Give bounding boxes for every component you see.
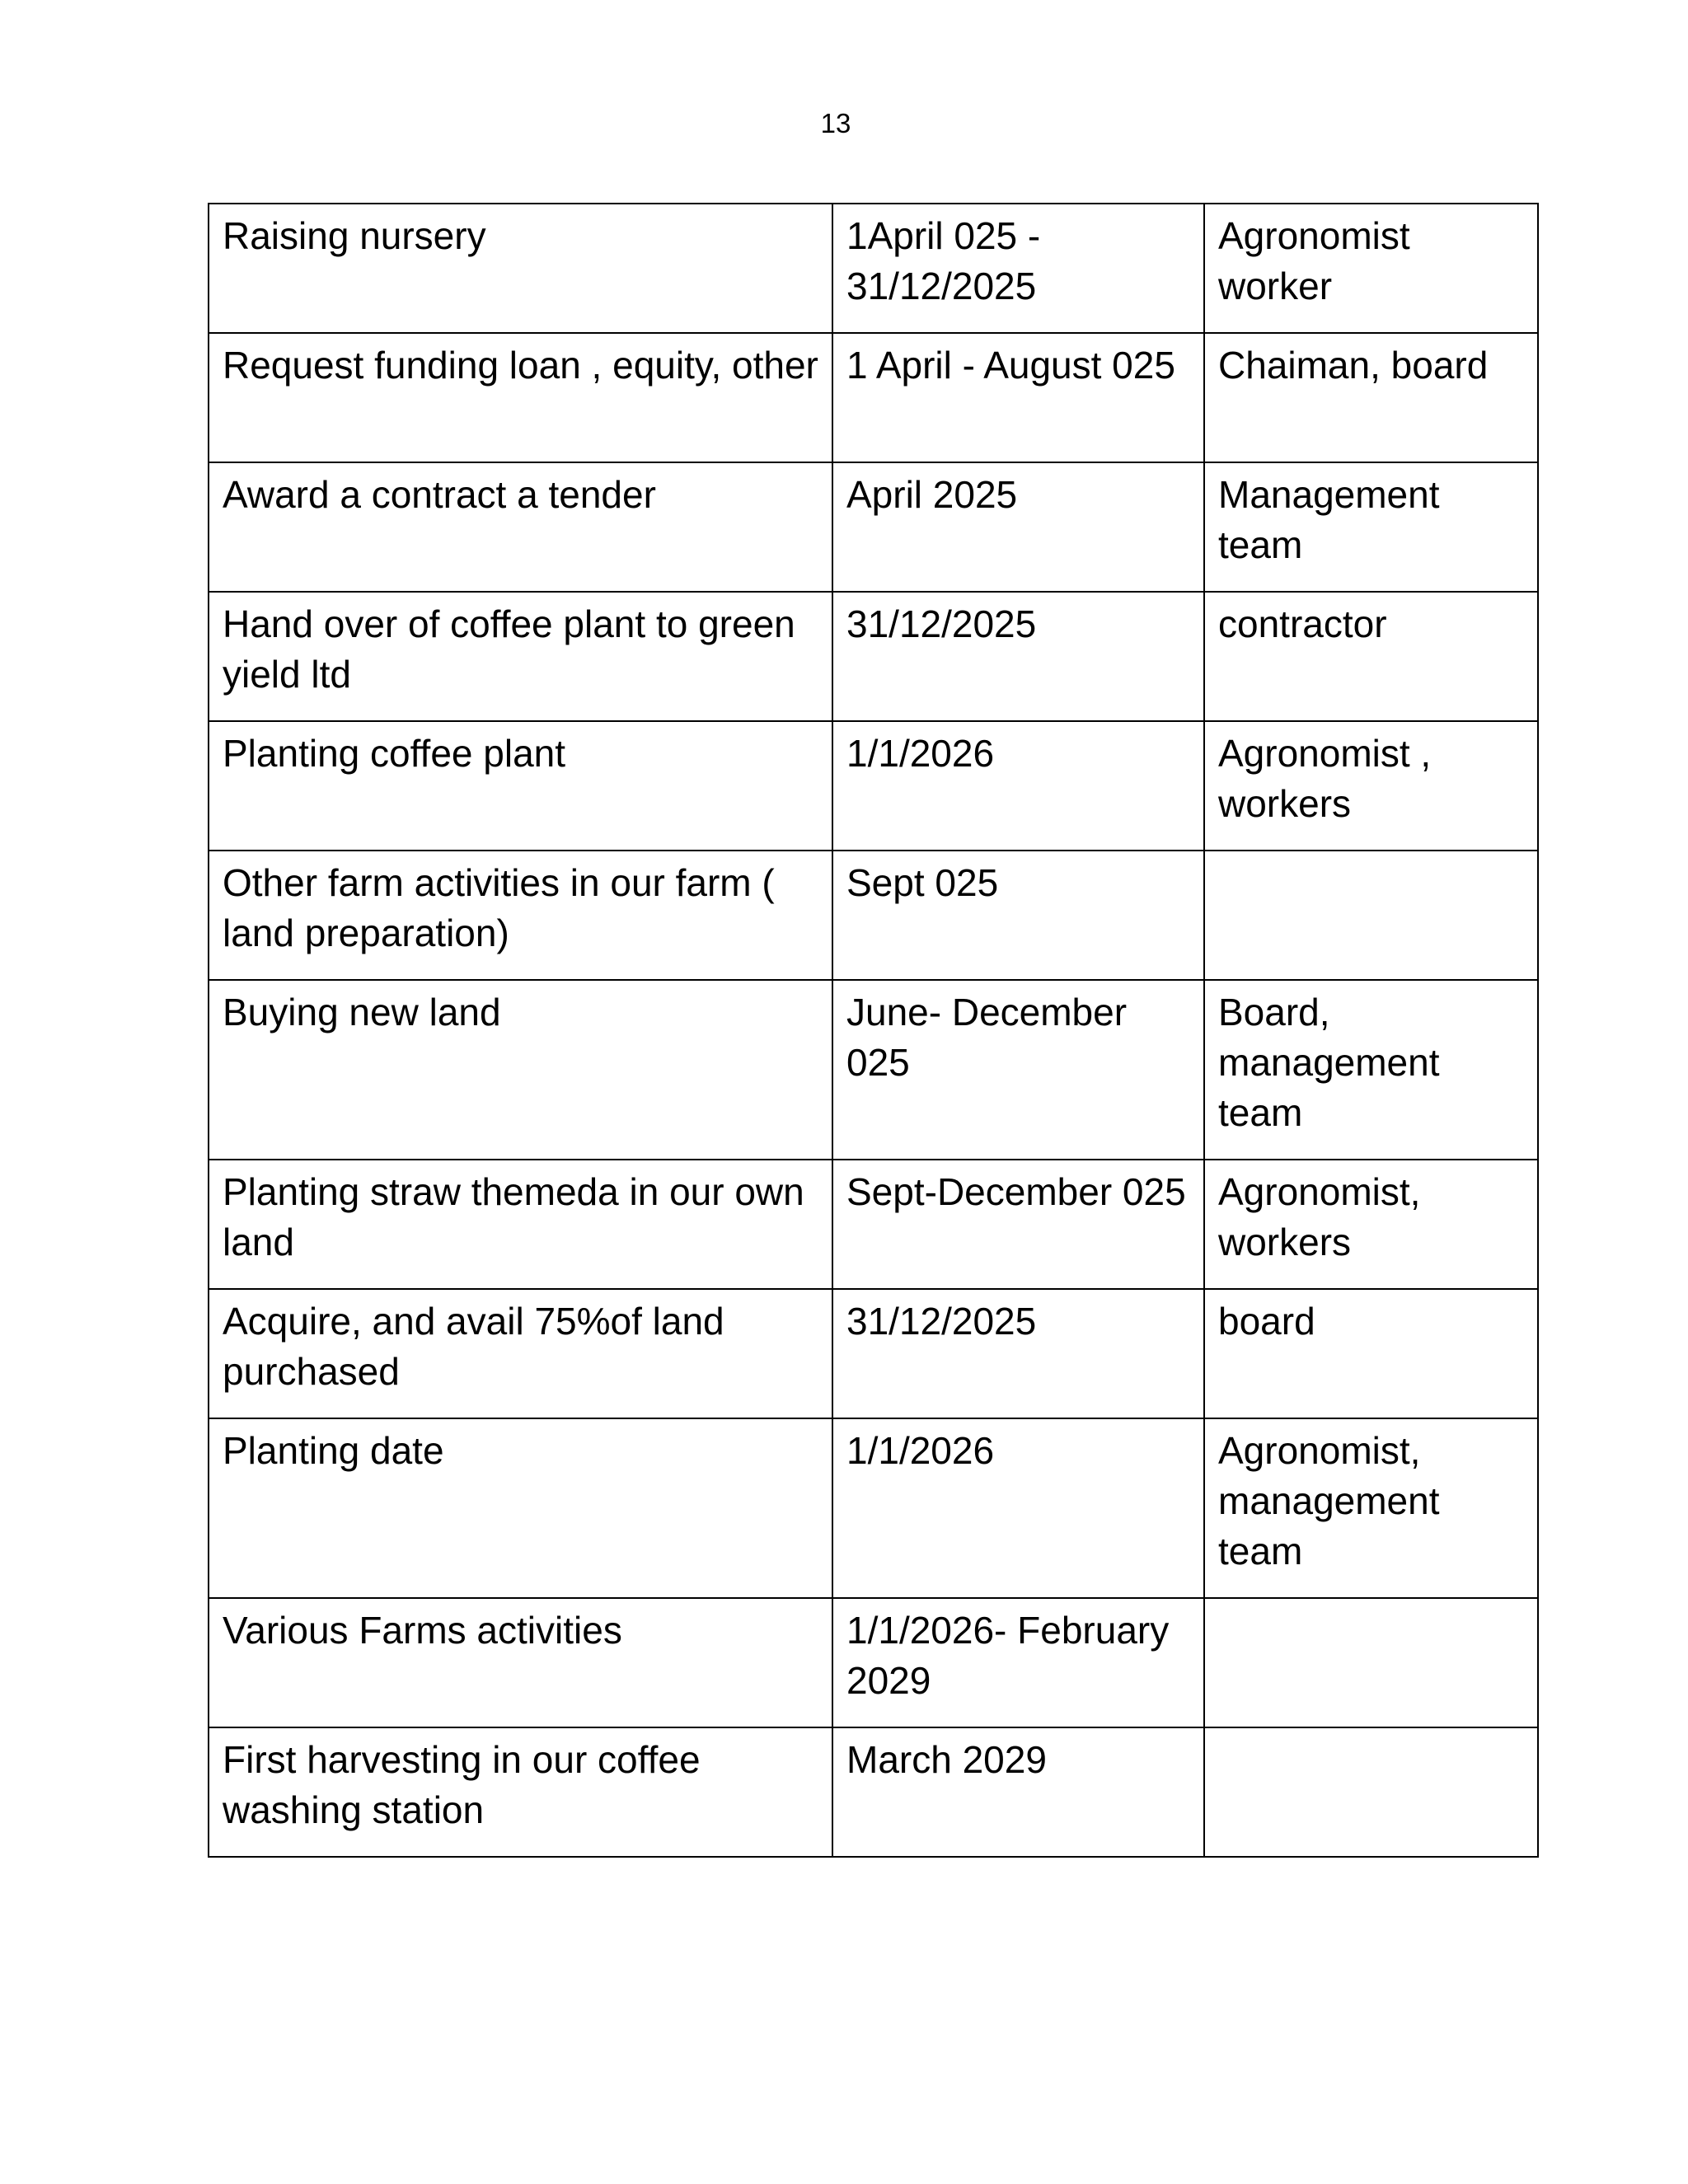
activity-cell: Planting straw themeda in our own land	[209, 1160, 832, 1289]
date-cell: 1April 025 - 31/12/2025	[832, 204, 1204, 333]
date-cell: 1/1/2026	[832, 1418, 1204, 1598]
responsible-cell	[1204, 851, 1538, 980]
activity-cell: Various Farms activities	[209, 1598, 832, 1727]
responsible-cell: board	[1204, 1289, 1538, 1418]
table-row	[209, 1289, 1538, 1418]
responsible-cell: Management team	[1204, 462, 1538, 592]
table-row	[209, 1160, 1538, 1289]
table-row	[209, 1598, 1538, 1727]
table-row	[209, 1727, 1538, 1857]
date-cell: 1 April - August 025	[832, 333, 1204, 462]
activity-cell: Acquire, and avail 75%of land purchased	[209, 1289, 832, 1418]
table-row	[209, 851, 1538, 980]
table-row	[209, 333, 1538, 462]
activity-cell: Raising nursery	[209, 204, 832, 333]
activity-cell: Planting coffee plant	[209, 721, 832, 851]
responsible-cell	[1204, 1598, 1538, 1727]
page-number: 13	[820, 108, 851, 138]
date-cell: Sept-December 025	[832, 1160, 1204, 1289]
date-cell: Sept 025	[832, 851, 1204, 980]
activity-cell: Planting date	[209, 1418, 832, 1598]
responsible-cell: Agronomist, workers	[1204, 1160, 1538, 1289]
date-cell: April 2025	[832, 462, 1204, 592]
responsible-cell: Agronomist worker	[1204, 204, 1538, 333]
date-cell: 1/1/2026	[832, 721, 1204, 851]
table-row	[209, 721, 1538, 851]
responsible-cell: Agronomist , workers	[1204, 721, 1538, 851]
table-row	[209, 980, 1538, 1160]
activity-cell: Award a contract a tender	[209, 462, 832, 592]
activity-cell: Hand over of coffee plant to green yield ltd	[209, 592, 832, 721]
date-cell: 31/12/2025	[832, 1289, 1204, 1418]
table-row	[209, 592, 1538, 721]
responsible-cell	[1204, 1727, 1538, 1857]
activity-cell: First harvesting in our coffee washing station	[209, 1727, 832, 1857]
activity-cell: Other farm activities in our farm ( land preparation)	[209, 851, 832, 980]
responsible-cell: Board, management team	[1204, 980, 1538, 1160]
responsible-cell: contractor	[1204, 592, 1538, 721]
date-cell: March 2029	[832, 1727, 1204, 1857]
schedule-table	[208, 203, 1539, 1858]
responsible-cell: Chaiman, board	[1204, 333, 1538, 462]
table-row	[209, 204, 1538, 333]
table-row	[209, 462, 1538, 592]
activity-cell: Request funding loan , equity, other	[209, 333, 832, 462]
activity-cell: Buying new land	[209, 980, 832, 1160]
responsible-cell: Agronomist, management team	[1204, 1418, 1538, 1598]
table-row	[209, 1418, 1538, 1598]
date-cell: June- December 025	[832, 980, 1204, 1160]
date-cell: 31/12/2025	[832, 592, 1204, 721]
date-cell: 1/1/2026- February 2029	[832, 1598, 1204, 1727]
